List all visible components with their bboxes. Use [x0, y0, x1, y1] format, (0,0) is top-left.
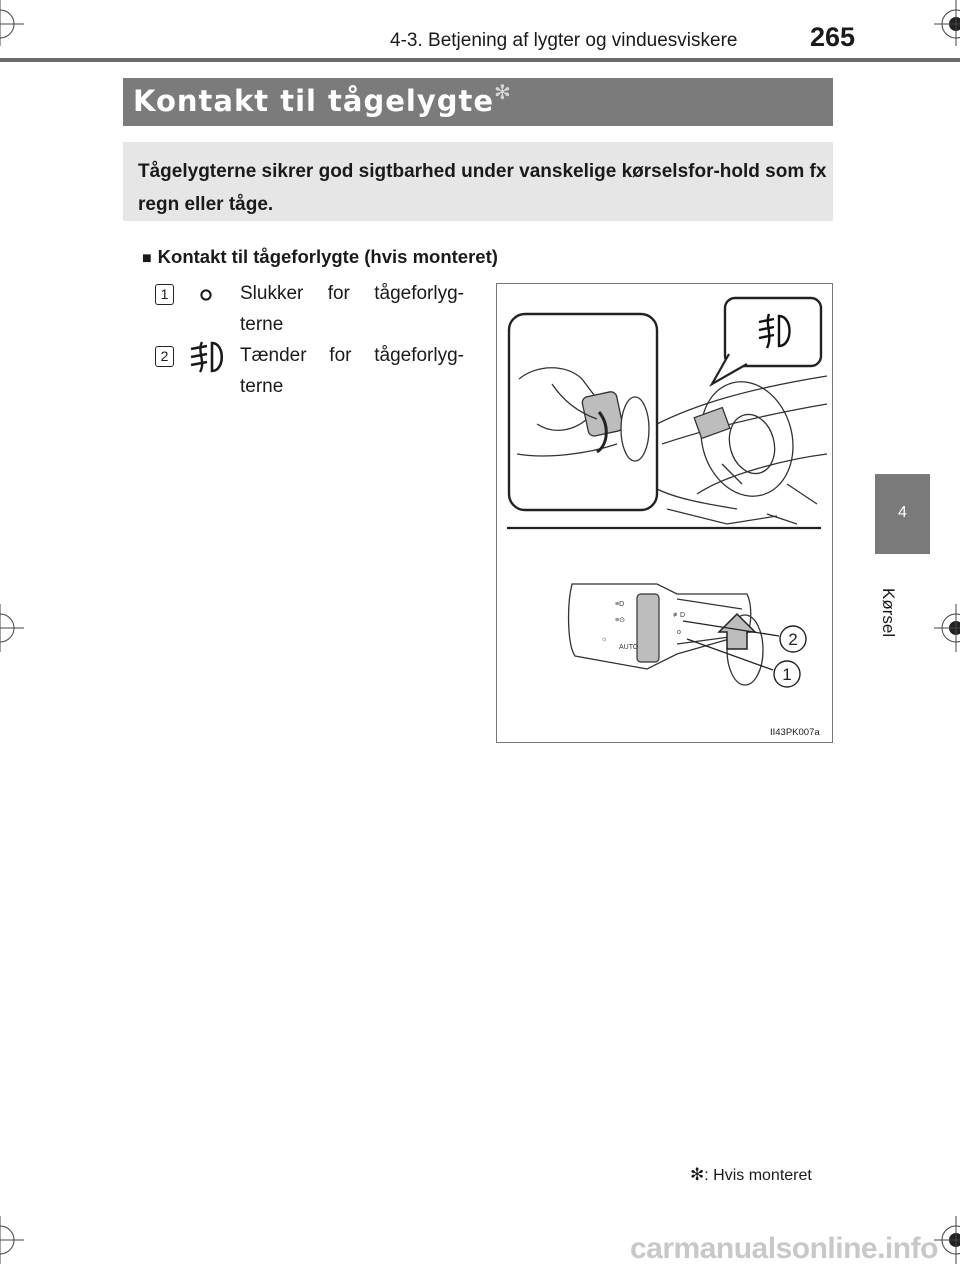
- icon-callout-bubble: [725, 298, 821, 366]
- registration-mark-mid-right: [934, 604, 960, 652]
- footnote-marker: ✻: [690, 1165, 705, 1184]
- figure-code: II43PK007a: [770, 727, 820, 738]
- item-number-2: 2: [155, 346, 174, 367]
- svg-text:☼: ☼: [601, 636, 608, 643]
- svg-text:AUTO: AUTO: [619, 644, 639, 651]
- svg-text:≡⊙: ≡⊙: [615, 617, 625, 624]
- registration-mark-top-right: [934, 0, 960, 46]
- item-number-1: 1: [155, 284, 174, 305]
- section-title-bar: [123, 78, 833, 126]
- chapter-name-label: [868, 588, 928, 648]
- chapter-number: 4: [898, 504, 907, 521]
- fog-ring-highlight: [637, 594, 659, 662]
- subsection-heading-text: Kontakt til tågeforlygte (hvis monteret): [157, 246, 498, 267]
- footnote: [690, 1165, 812, 1185]
- watermark: carmanualsonline.info: [630, 1232, 938, 1265]
- footnote-text: : Hvis monteret: [704, 1167, 812, 1184]
- section-title-text: Kontakt til tågelygte: [133, 84, 495, 118]
- header-rule: [0, 58, 960, 62]
- chapter-name: Kørsel: [879, 588, 898, 638]
- subsection-heading: [142, 246, 498, 268]
- dashboard-drawing: [657, 371, 827, 524]
- registration-mark-bottom-left: [0, 1216, 26, 1264]
- item-text-2: Tænder for tågeforlyg-terne: [240, 345, 464, 397]
- chapter-tab: [875, 474, 930, 554]
- section-title: [133, 80, 512, 118]
- off-circle-icon: [199, 288, 213, 302]
- bullet-square: ■: [142, 250, 152, 267]
- intro-box: [123, 142, 833, 221]
- callout-number-1: 1: [782, 665, 792, 684]
- svg-text:≢D: ≢D: [673, 612, 686, 619]
- item-text-1: Slukker for tågeforlyg-terne: [240, 283, 464, 335]
- figure-frame: [496, 283, 833, 743]
- registration-mark-mid-left: [0, 604, 26, 652]
- front-fog-light-icon: [187, 340, 229, 374]
- svg-text:o: o: [677, 629, 681, 636]
- registration-mark-top-left: [0, 0, 26, 46]
- svg-text:≡D: ≡D: [615, 601, 625, 608]
- running-head: 4-3. Betjening af lygter og vinduesviskere: [390, 30, 738, 51]
- optional-equipment-marker: ✻: [494, 80, 512, 104]
- intro-text: Tågelygterne sikrer god sigtbarhed under vanskelige kørselsfor-hold som fx regn eller tåge.: [138, 161, 827, 215]
- callout-number-2: 2: [788, 630, 798, 649]
- fog-light-switch-illustration: [497, 284, 831, 741]
- page-number: 265: [810, 22, 856, 52]
